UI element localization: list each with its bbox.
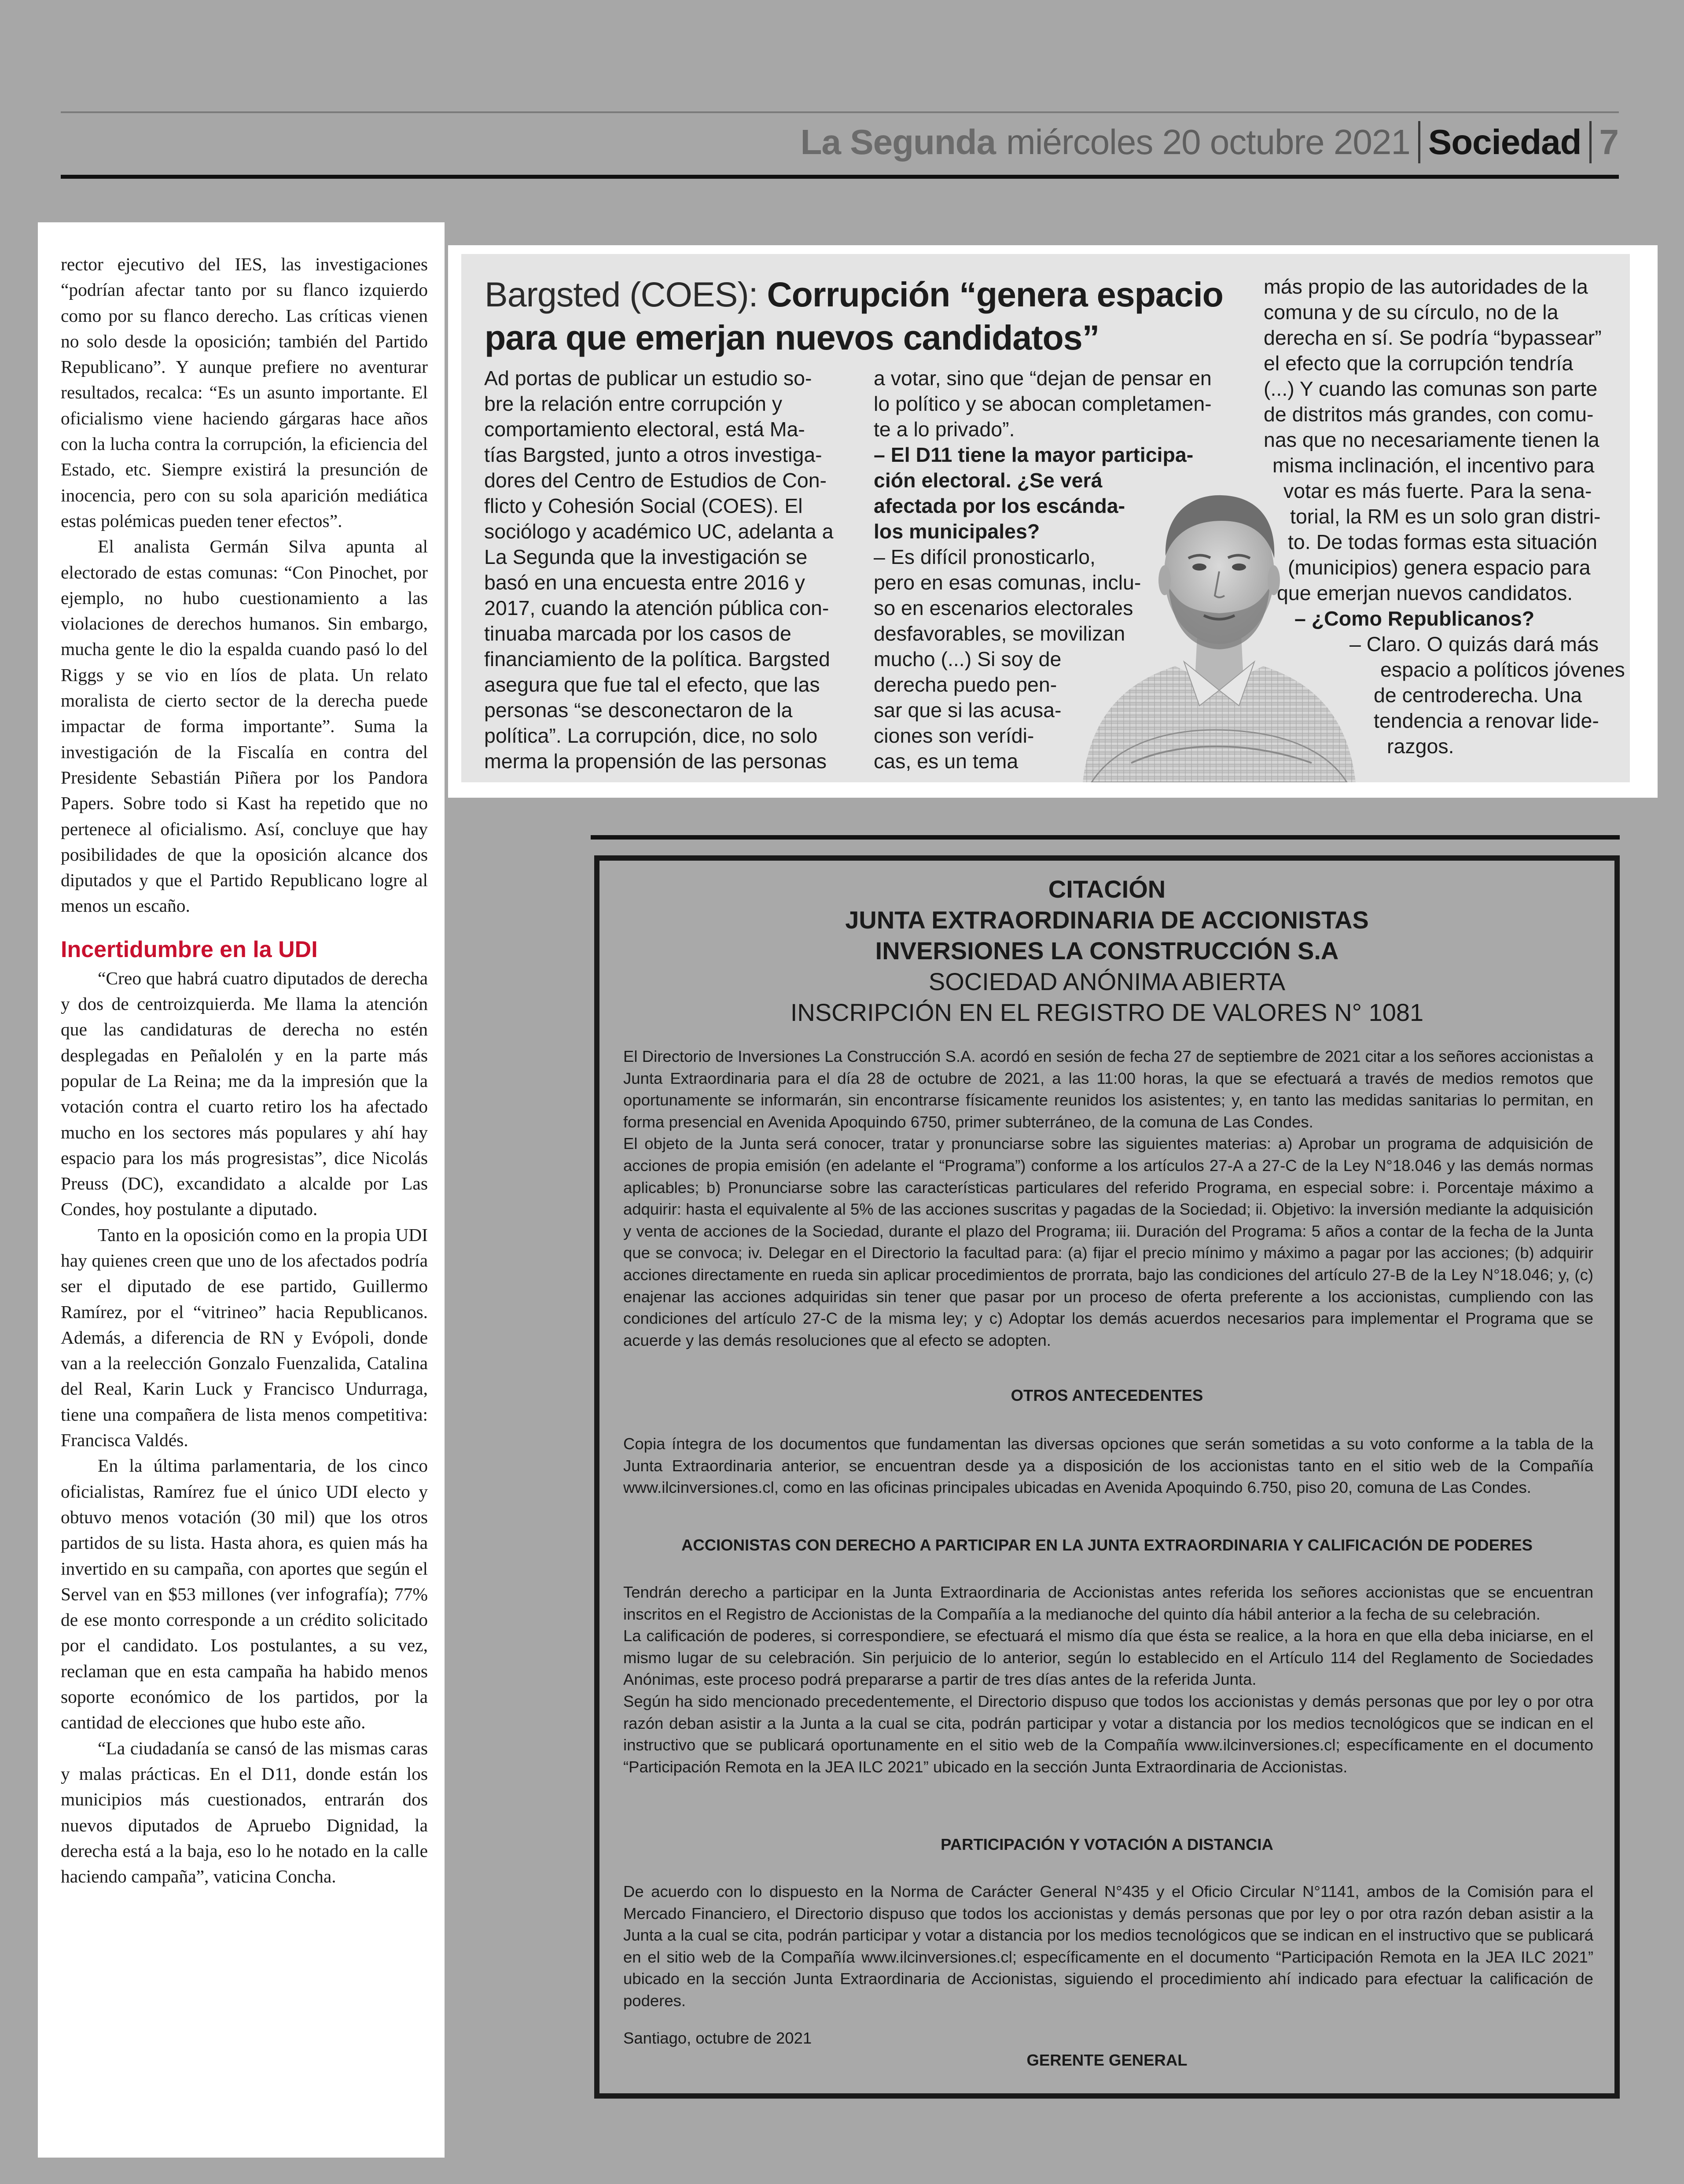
text-line: misma inclinación, el incentivo para [1272,454,1595,477]
text-line: votar es más fuerte. Para la sena- [1283,479,1592,502]
text-line: política”. La corrupción, dice, no solo [484,724,818,747]
interview-column-2 [874,365,1212,774]
text-line: Ad portas de publicar un estudio so- [484,367,812,390]
interview-question: – ¿Como Republicanos? [1294,607,1535,630]
notice-company-type: SOCIEDAD ANÓNIMA ABIERTA [928,968,1286,995]
text-line: flicto y Cohesión Social (COES). El [484,494,803,517]
article-paragraph: rector ejecutivo del IES, las investigaciones “podrían afectar tanto por su flanco izquierdo como por su flanco derecho. Las críticas vienen no solo desde la oposición; también del Partido Republicano”. Y aunque prefiere no aventurar resultados, recalca: “Es un asunto importante. El oficialismo viene haciendo gárgaras hace años con la lucha contra la corrupción, la eficiencia del Estado, etc. Siempre existirá la presunción de inocencia, pero con su sola aparición mediática estas polémicas pueden tener efectos”. [61,254,428,531]
text-line: de centroderecha. Una [1374,684,1582,707]
text-line: bre la relación entre corrupción y [484,392,783,415]
notice-paragraph: Copia íntegra de los documentos que fundamentan las diversas opciones que serán sometidas a su voto conforme a la tabla de la Junta Extraordinaria anterior, se encuentran desde ya a disposición de los accionistas tanto en el sitio web de la Compañía www.ilcinversiones.cl, como en las oficinas principales ubicadas en Avenida Apoquindo 6.750, piso 20, comuna de Las Condes. [623,1435,1593,1497]
article-subhead: Incertidumbre en la UDI [61,936,318,962]
notice-subheading: PARTICIPACIÓN Y VOTACIÓN A DISTANCIA [941,1835,1273,1853]
text-line: cas, es un tema [874,750,1018,773]
text-line: sociólogo y académico UC, adelanta a [484,520,834,543]
masthead [801,114,1619,171]
masthead-separator [1418,121,1420,163]
text-line: La Segunda que la investigación se [484,545,808,568]
shareholder-meeting-notice [594,855,1620,2099]
text-line: derecha puedo pen- [874,673,1057,696]
masthead-separator [1589,121,1592,163]
text-line: ciones son verídi- [874,724,1034,747]
headline-quote: Corrupción “genera espacio para que emerjan nuevos candidatos” [485,275,1223,357]
text-line: to. De todas formas esta situación [1288,530,1598,553]
text-line: de distritos más grandes, con comu- [1264,403,1594,426]
text-line: nas que no necesariamente tienen la [1264,428,1599,451]
issue-date: miércoles 20 octubre 2021 [1006,122,1410,162]
notice-section-body [623,1433,1593,1499]
interview-question: afectada por los escánda- [874,494,1125,517]
notice-paragraph: Tendrán derecho a participar en la Junta Extraordinaria de Accionistas antes referida los señores accionistas que se encuentran inscritos en el Registro de Accionistas de la Compañía a la medianoche del quinto día hábil anterior a la fecha de su celebración. [623,1583,1593,1623]
header-top-rule [61,111,1619,113]
text-line: tinuaba marcada por los casos de [484,622,791,645]
notice-paragraph: De acuerdo con lo dispuesto en la Norma de Carácter General N°435 y el Oficio Circular N°1141, ambos de la Comisión para el Mercado Financiero, el Directorio dispuso que todos los accionistas y demás personas que por ley o por otra razón deban asistir a la Junta a la cual se cita, podrán participar y votar a distancia por los medios tecnológicos que se indican en el instructivo que se publicará en el sitio web de la Compañía www.ilcinversiones.cl; específicamente en el documento “Participación Remota en la JEA ILC 2021” ubicado en la sección Junta Extraordinaria de Accionistas, siguiendo el procedimiento ahí indicado para efectuar la calificación de poderes. [623,1882,1593,2010]
notice-top-rule [591,835,1620,840]
article-paragraph: Tanto en la oposición como en la propia UDI hay quienes creen que uno de los afectados podría ser el diputado de ese partido, Guillermo Ramírez, por el “vitrineo” hacia Republicanos. Además, a diferencia de RN y Evópoli, donde van a la reelección Gonzalo Fuenzalida, Catalina del Real, Karin Luck y Francisco Undurraga, tiene una compañera de lista menos competitiva: Francisca Valdés. [61,1224,428,1451]
text-line: espacio a políticos jóvenes [1380,658,1625,681]
notice-registry: INSCRIPCIÓN EN EL REGISTRO DE VALORES N° 1081 [790,998,1424,1026]
notice-title: CITACIÓN [1048,875,1166,903]
text-line: so en escenarios electorales [874,597,1133,619]
interview-question: ción electoral. ¿Se verá [874,469,1103,492]
headline-source: Bargsted (COES): [485,275,767,314]
text-line: asegura que fue tal el efecto, que las [484,673,820,696]
text-line: 2017, cuando la atención pública con- [484,597,829,619]
text-line: pero en esas comunas, inclu- [874,571,1141,594]
notice-company: INVERSIONES LA CONSTRUCCIÓN S.A [875,937,1339,965]
newspaper-name: La Segunda [800,122,996,162]
page-number: 7 [1599,122,1619,162]
text-line: comportamiento electoral, está Ma- [484,418,805,441]
article-paragraph: En la última parlamentaria, de los cinco oficialistas, Ramírez fue el único UDI electo y obtuvo menos votación (30 mil) que los otros partidos de su lista. Hasta ahora, es quien más ha invertido en su campaña, con aportes que según el Servel van en $53 millones (ver infografía); 77% de ese monto corresponde a un crédito solicitado por el candidato. Los postulantes, a su vez, reclaman que en esta campaña ha habido menos soporte económico de los partidos, por la cantidad de elecciones que hubo este año. [61,1455,428,1733]
notice-section-body [623,1046,1593,1351]
notice-paragraph: Según ha sido mencionado precedentemente, el Directorio dispuso que todos los accionistas y demás personas que por ley o por otra razón deban asistir a la Junta a la cual se cita, podrán participar y votar a distancia por los medios tecnológicos que se indican en el instructivo que se publicará oportunamente en el sitio web de la Compañía www.ilcinversiones.cl; específicamente en el documento “Participación Remota en la JEA ILC 2021” ubicado en la sección Junta Extraordinaria de Accionistas. [623,1692,1593,1776]
article-paragraph: El analista Germán Silva apunta al electorado de estas comunas: “Con Pinochet, por ejemplo, no hubo cuestionamiento a las violaciones de derechos humanos. Sin embargo, mucha gente le dio la espalda cuando pasó lo del Riggs y se vio en líos de plata. Un relato moralista de cierto sector de la derecha puede impactar de forma importante”. Suma la investigación de la Fiscalía en contra del Presidente Sebastián Piñera por los Pandora Papers. Sobre todo si Kast ha repetido que no pertenece al oficialismo. Así, concluye que hay posibilidades de que la oposición alcance dos diputados y que el Partido Republicano logre al menos un escaño. [61,536,428,916]
text-line: financiamiento de la política. Bargsted [484,648,830,670]
notice-paragraph: El Directorio de Inversiones La Construcción S.A. acordó en sesión de fecha 27 de septiembre de 2021 citar a los señores accionistas a Junta Extraordinaria para el día 28 de octubre de 2021, a las 11:00 horas, la que se efectuará a través de medios remotos que oportunamente se informarán, sin encontrarse físicamente reunidos los asistentes; y, en tanto las medidas sanitarias lo permitan, en forma presencial en Avenida Apoquindo 6750, primer subterráneo, de la comuna de Las Condes. [623,1047,1593,1131]
text-line: torial, la RM es un solo gran distri- [1290,505,1601,528]
article-left-column [38,222,445,2158]
text-line: merma la propensión de las personas [484,750,827,773]
text-line: mucho (...) Si soy de [874,648,1062,670]
notice-subheading: OTROS ANTECEDENTES [1011,1386,1203,1404]
notice-subheading: ACCIONISTAS CON DERECHO A PARTICIPAR EN LA JUNTA EXTRAORDINARIA Y CALIFICACIÓN DE PODERES [681,1536,1533,1554]
notice-title: JUNTA EXTRAORDINARIA DE ACCIONISTAS [845,906,1369,934]
article-paragraph: “Creo que habrá cuatro diputados de derecha y dos de centroizquierda. Me llama la atención que las candidaturas de derecha no estén desplegadas en Peñalolén y en la parte más popular de La Reina; me da la impresión que la votación contra el cuarto retiro los ha afectado mucho en los sectores más populares y ahí hay espacio para los más progresistas”, dice Nicolás Preuss (DC), excandidato a alcalde por Las Condes, hoy postulante a diputado. [61,968,428,1219]
text-line: (municipios) genera espacio para [1288,556,1591,579]
text-line: sar que si las acusa- [874,699,1062,722]
interview-question: los municipales? [874,520,1040,543]
text-line: más propio de las autoridades de la [1264,275,1588,298]
interview-headline [485,273,1224,359]
text-line: que emerjan nuevos candidatos. [1277,582,1573,604]
text-line: dores del Centro de Estudios de Con- [484,469,827,492]
text-line: te a lo privado”. [874,418,1015,441]
text-line: – Es difícil pronosticarlo, [874,545,1096,568]
interview-panel [461,254,1630,782]
text-line: lo político y se abocan completamen- [874,392,1212,415]
text-line: comuna y de su círculo, no de la [1264,301,1559,324]
text-line: personas “se desconectaron de la [484,699,793,722]
text-line: (...) Y cuando las comunas son parte [1264,377,1598,400]
notice-section-body [623,1881,1593,2012]
interview-box [448,245,1658,798]
text-line: el efecto que la corrupción tendría [1264,352,1574,375]
notice-section-body [623,1581,1593,1778]
text-line: razgos. [1387,735,1454,758]
notice-place-date: Santiago, octubre de 2021 [623,2029,812,2047]
text-line: derecha en sí. Se podría “bypassear” [1264,326,1602,349]
text-line: – Claro. O quizás dará más [1349,633,1599,656]
text-line: tendencia a renovar lide- [1374,709,1599,732]
interview-question: – El D11 tiene la mayor participa- [874,443,1194,466]
notice-paragraph: La calificación de poderes, si correspondiere, se efectuará el mismo día que ésta se realice, a la hora en que ella deba iniciarse, en el mismo lugar de su celebración. Sin perjuicio de lo anterior, según lo establecido en el Artículo 114 del Reglamento de Sociedades Anónimas, este proceso podrá prepararse a partir de tres días antes de la referida Junta. [623,1627,1593,1689]
article-paragraph: “La ciudadanía se cansó de las mismas caras y malas prácticas. En el D11, donde están los municipios más cuestionados, entrarán dos nuevos diputados de Apruebo Dignidad, la derecha está a la baja, eso lo he notado en la calle haciendo campaña”, vaticina Concha. [61,1738,428,1887]
interview-column-3 [1264,274,1625,759]
text-line: tías Bargsted, junto a otros investiga- [484,443,822,466]
interview-column-1 [484,365,836,774]
text-line: desfavorables, se movilizan [874,622,1125,645]
notice-paragraph: El objeto de la Junta será conocer, tratar y pronunciarse sobre las siguientes materias: a) Aprobar un programa de adquisición de acciones de propia emisión (en adelante el “Programa”) conforme a los artículos 27-A a 27-C de la Ley N°18.046 y las demás normas aplicables; b) Pronunciarse sobre las características particulares del referido Programa, en especial sobre: i. Porcentaje máximo a adquirir: hasta el equivalente al 5% de las acciones suscritas y pagadas de la Sociedad; ii. Objetivo: la inversión mediante la adquisición y venta de acciones de la Sociedad, durante el plazo del Programa; iii. Duración del Programa: 5 años a contar de la fecha de la Junta que se convoca; iv. Delegar en el Directorio la facultad para: (a) fijar el precio mínimo y máximo a pagar por las acciones; (b) adquirir acciones directamente en rueda sin aplicar procedimientos de prorrata, bajo las condiciones del artículo 27-B de la Ley N°18.046; y, (c) enajenar las acciones adquiridas sin tener que pasar por un proceso de oferta preferente a los accionistas, cumpliendo con las condiciones del artículo 27-C de la misma ley; y c) Adoptar los demás acuerdos necesarios para implementar el Programa que se acuerde y las demás resoluciones que al efecto se adopten. [623,1134,1593,1349]
header-bottom-rule [61,175,1619,179]
notice-signature: GERENTE GENERAL [1026,2051,1188,2069]
text-line: basó en una encuesta entre 2016 y [484,571,805,594]
section-name: Sociedad [1428,122,1581,162]
text-line: a votar, sino que “dejan de pensar en [874,367,1212,390]
